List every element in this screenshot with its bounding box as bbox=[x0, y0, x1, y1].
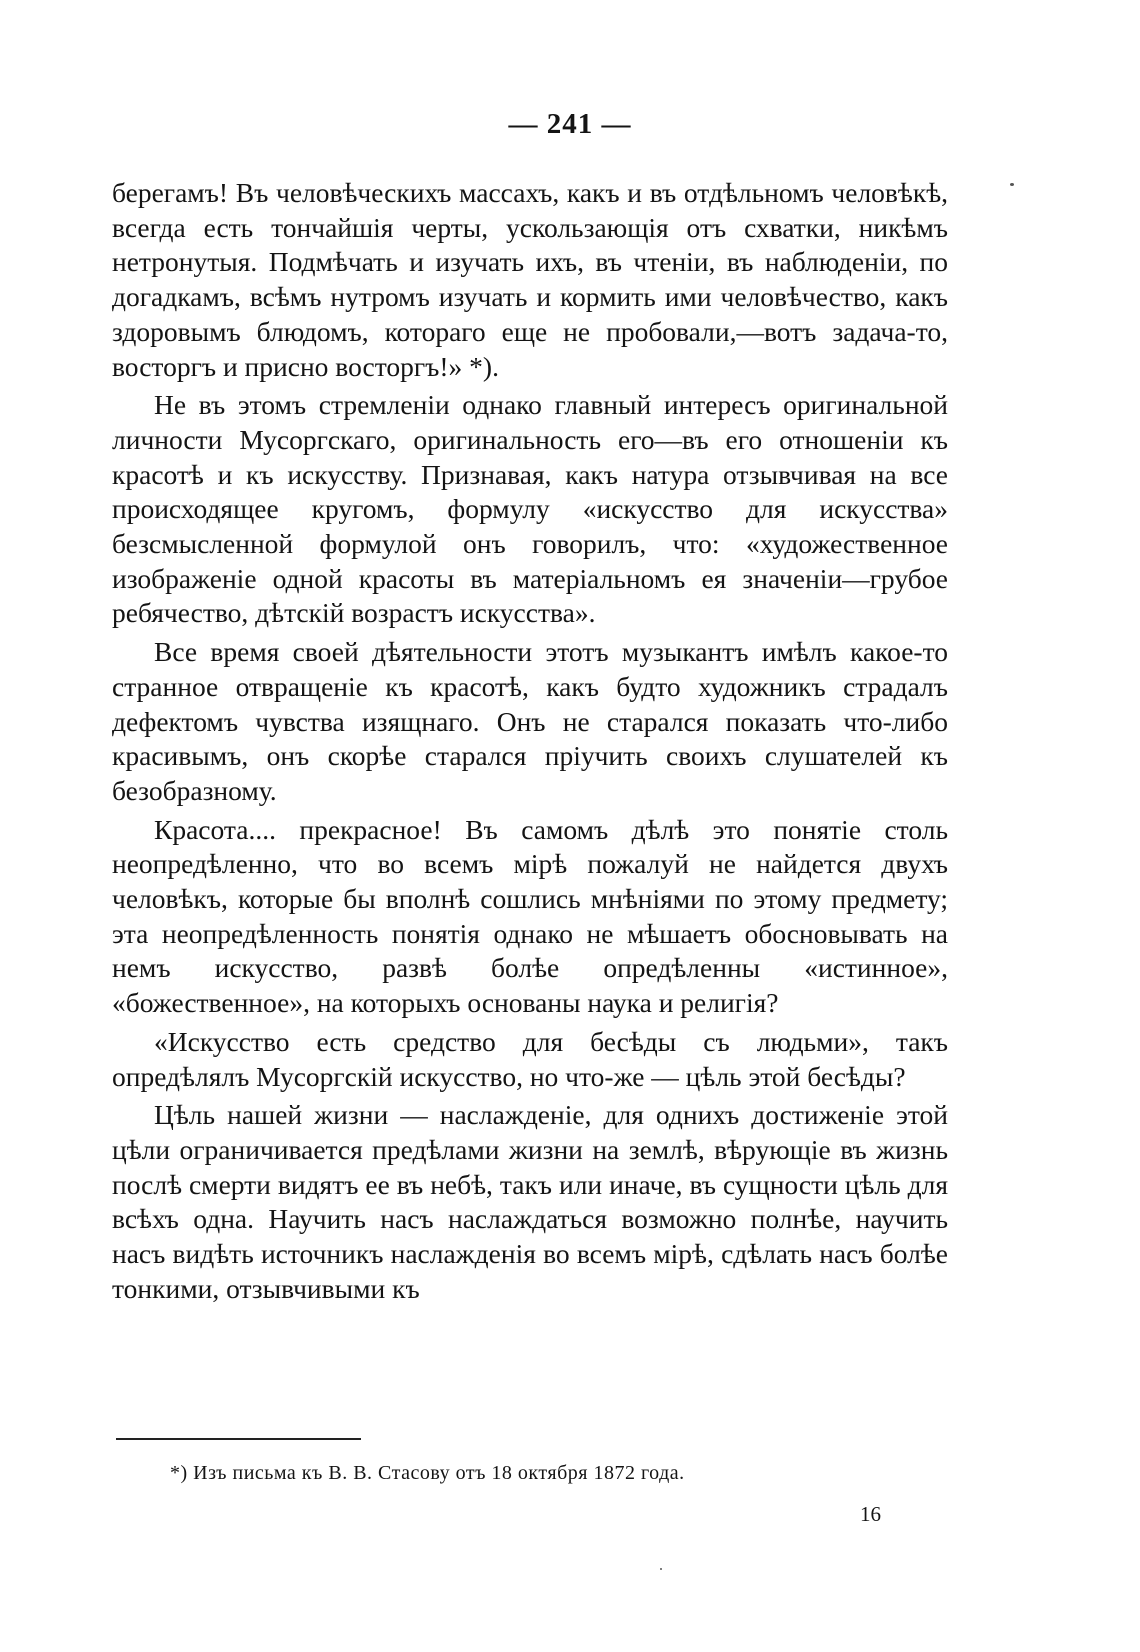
footnote: *) Изъ письма къ В. В. Стасову отъ 18 октября 1872 года. bbox=[170, 1462, 685, 1484]
page-number: — 241 — bbox=[508, 108, 632, 140]
print-speck bbox=[1010, 183, 1014, 186]
print-speck bbox=[660, 1568, 662, 1570]
body-text bbox=[112, 176, 948, 1307]
paragraph-1: берегамъ! Въ человѣческихъ массахъ, какъ и въ отдѣльномъ человѣкѣ, всегда есть тончайшія черты, ускользающія отъ схватки, никѣмъ нетронутыя. Подмѣчать и изучать ихъ, въ чтеніи, въ наблюденіи, по догадкамъ, всѣмъ нутромъ изучать и кормить ими человѣчество, какъ здоровымъ блюдомъ, котораго еще не пробовали,—вотъ задача-то, восторгъ и присно восторгъ!» *). bbox=[112, 177, 948, 382]
footnote-divider bbox=[116, 1438, 361, 1440]
paragraph-3: Все время своей дѣятельности этотъ музыкантъ имѣлъ какое-то странное отвращеніе къ красотѣ, какъ будто художникъ страдалъ дефектомъ чувства изящнаго. Онъ не старался показать что-либо красивымъ, онъ скорѣе старался пріучить своихъ слушателей къ безобразному. bbox=[112, 636, 948, 806]
paragraph-4: Красота.... прекрасное! Въ самомъ дѣлѣ это понятіе столь неопредѣленно, что во всемъ мірѣ пожалуй не найдется двухъ человѣкъ, которые бы вполнѣ сошлись мнѣніями по этому предмету; эта неопредѣленность понятія однако не мѣшаетъ обосновывать на немъ искусство, развѣ болѣе опредѣленны «истинное», «божественное», на которыхъ основаны наука и религія? bbox=[112, 813, 948, 1019]
paragraph-5: «Искусство есть средство для бесѣды съ людьми», такъ опредѣлялъ Мусоргскій искусство, но что-же — цѣль этой бесѣды? bbox=[112, 1025, 948, 1092]
paragraph-6: Цѣль нашей жизни — наслажденіе, для однихъ достиженіе этой цѣли ограничивается предѣлами жизни на землѣ, вѣрующіе въ жизнь послѣ смерти видятъ ее въ небѣ, такъ или иначе, въ сущности цѣль для всѣхъ одна. Научить насъ наслаждаться возможно полнѣе, научить насъ видѣть источникъ наслажденія во всемъ мірѣ, сдѣлать насъ болѣе тонкими, отзывчивыми къ bbox=[112, 1099, 948, 1304]
paragraph-2: Не въ этомъ стремленіи однако главный интересъ оригинальной личности Мусоргскаго, оригинальность его—въ его отношеніи къ красотѣ и къ искусству. Признавая, какъ натура отзывчивая на все происходящее кругомъ, формулу «искусство для искусства» безсмысленной формулой онъ говорилъ, что: «художественное изображеніе одной красоты въ матеріальномъ ея значеніи—грубое ребячество, дѣтскій возрастъ искусства». bbox=[112, 389, 948, 629]
signature-mark: 16 bbox=[860, 1502, 881, 1526]
